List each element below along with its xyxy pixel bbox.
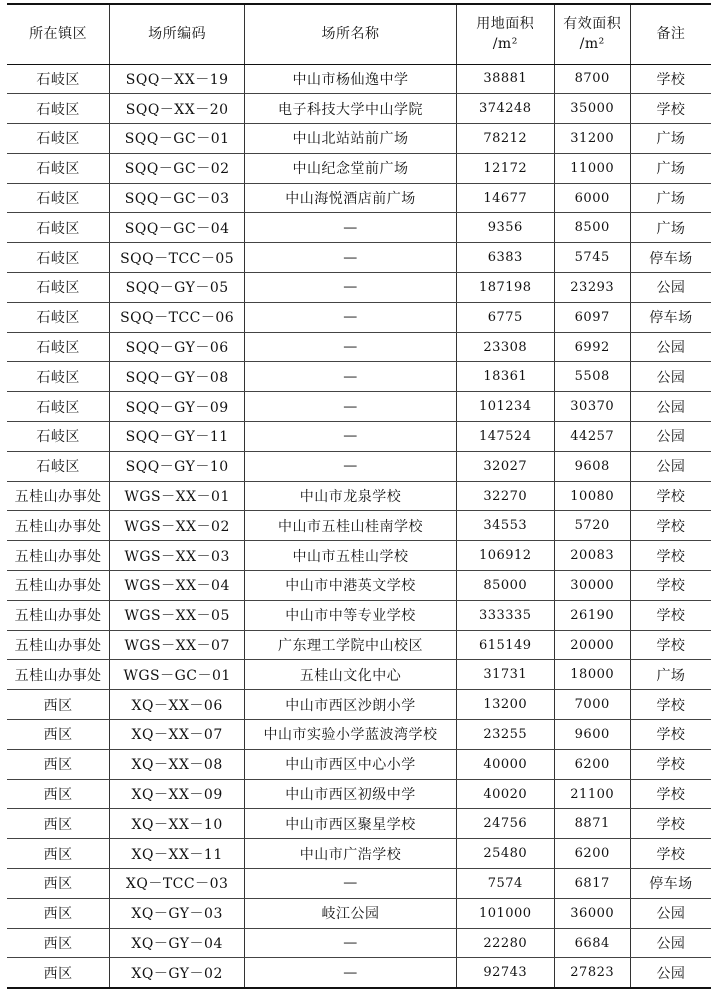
cell-effective-area: 44257 <box>554 422 630 452</box>
cell-district: 石岐区 <box>7 273 110 303</box>
cell-effective-area: 8700 <box>554 64 630 94</box>
cell-land-area: 23255 <box>457 720 555 750</box>
cell-code: SQQ－XX－20 <box>110 94 245 124</box>
cell-district: 石岐区 <box>7 94 110 124</box>
header-note: 备注 <box>630 4 711 64</box>
cell-site-name: 中山纪念堂前广场 <box>244 153 456 183</box>
cell-effective-area: 20083 <box>554 541 630 571</box>
cell-land-area: 6775 <box>457 302 555 332</box>
cell-district: 西区 <box>7 839 110 869</box>
cell-site-name: — <box>244 243 456 273</box>
cell-land-area: 40000 <box>457 749 555 779</box>
cell-site-name: 中山海悦酒店前广场 <box>244 183 456 213</box>
cell-code: WGS－XX－04 <box>110 571 245 601</box>
cell-district: 西区 <box>7 958 110 988</box>
cell-site-name: 中山市中港英文学校 <box>244 571 456 601</box>
cell-code: WGS－GC－01 <box>110 660 245 690</box>
table-row <box>7 690 711 720</box>
cell-district: 西区 <box>7 809 110 839</box>
cell-code: ⅩQ－GY－02 <box>110 958 245 988</box>
header-row <box>7 4 711 64</box>
cell-note: 广场 <box>630 660 711 690</box>
table-row <box>7 392 711 422</box>
cell-site-name: — <box>244 869 456 899</box>
table-row <box>7 869 711 899</box>
cell-note: 停车场 <box>630 243 711 273</box>
table-row <box>7 422 711 452</box>
cell-code: SQQ－GY－09 <box>110 392 245 422</box>
cell-district: 石岐区 <box>7 213 110 243</box>
cell-code: ⅩQ－GY－04 <box>110 928 245 958</box>
cell-site-name: — <box>244 422 456 452</box>
cell-site-name: 中山市西区初级中学 <box>244 779 456 809</box>
cell-site-name: 中山市广浩学校 <box>244 839 456 869</box>
cell-land-area: 101234 <box>457 392 555 422</box>
cell-site-name: — <box>244 332 456 362</box>
cell-district: 石岐区 <box>7 422 110 452</box>
header-land-area-label: 用地面积 <box>476 16 535 33</box>
cell-effective-area: 31200 <box>554 124 630 154</box>
cell-effective-area: 9608 <box>554 451 630 481</box>
cell-site-name: 电子科技大学中山学院 <box>244 94 456 124</box>
table-row <box>7 541 711 571</box>
cell-code: WGS－XX－02 <box>110 511 245 541</box>
cell-district: 石岐区 <box>7 183 110 213</box>
cell-code: SQQ－XX－19 <box>110 64 245 94</box>
cell-land-area: 147524 <box>457 422 555 452</box>
cell-site-name: — <box>244 273 456 303</box>
cell-effective-area: 20000 <box>554 630 630 660</box>
header-effective-area <box>554 4 630 64</box>
table-body <box>7 64 711 988</box>
cell-site-name: 中山市杨仙逸中学 <box>244 64 456 94</box>
cell-note: 学校 <box>630 600 711 630</box>
cell-site-name: 中山市中等专业学校 <box>244 600 456 630</box>
cell-effective-area: 6200 <box>554 839 630 869</box>
cell-code: SQQ－GC－04 <box>110 213 245 243</box>
cell-code: ⅩQ－GY－03 <box>110 898 245 928</box>
cell-effective-area: 18000 <box>554 660 630 690</box>
cell-code: SQQ－GY－08 <box>110 362 245 392</box>
cell-district: 五桂山办事处 <box>7 600 110 630</box>
cell-effective-area: 8871 <box>554 809 630 839</box>
cell-district: 西区 <box>7 690 110 720</box>
cell-district: 西区 <box>7 928 110 958</box>
header-name: 场所名称 <box>244 4 456 64</box>
cell-code: ⅩQ－XX－08 <box>110 749 245 779</box>
cell-district: 五桂山办事处 <box>7 541 110 571</box>
cell-site-name: 中山市五桂山学校 <box>244 541 456 571</box>
cell-code: ⅩQ－XX－06 <box>110 690 245 720</box>
table-row <box>7 571 711 601</box>
cell-effective-area: 6684 <box>554 928 630 958</box>
cell-land-area: 78212 <box>457 124 555 154</box>
cell-site-name: 中山市实验小学蓝波湾学校 <box>244 720 456 750</box>
cell-effective-area: 6992 <box>554 332 630 362</box>
cell-code: SQQ－TCC－06 <box>110 302 245 332</box>
table-row <box>7 809 711 839</box>
cell-land-area: 32027 <box>457 451 555 481</box>
cell-land-area: 23308 <box>457 332 555 362</box>
cell-site-name: 广东理工学院中山校区 <box>244 630 456 660</box>
table-row <box>7 94 711 124</box>
table-row <box>7 779 711 809</box>
cell-district: 石岐区 <box>7 302 110 332</box>
cell-land-area: 7574 <box>457 869 555 899</box>
cell-effective-area: 36000 <box>554 898 630 928</box>
table-row <box>7 928 711 958</box>
cell-effective-area: 5720 <box>554 511 630 541</box>
cell-effective-area: 23293 <box>554 273 630 303</box>
cell-effective-area: 6817 <box>554 869 630 899</box>
cell-district: 石岐区 <box>7 392 110 422</box>
cell-district: 石岐区 <box>7 124 110 154</box>
cell-land-area: 374248 <box>457 94 555 124</box>
cell-site-name: 中山市西区沙朗小学 <box>244 690 456 720</box>
cell-note: 公园 <box>630 392 711 422</box>
cell-land-area: 615149 <box>457 630 555 660</box>
table-row <box>7 660 711 690</box>
cell-effective-area: 6000 <box>554 183 630 213</box>
cell-district: 西区 <box>7 869 110 899</box>
cell-effective-area: 26190 <box>554 600 630 630</box>
cell-effective-area: 27823 <box>554 958 630 988</box>
cell-district: 石岐区 <box>7 332 110 362</box>
cell-site-name: — <box>244 958 456 988</box>
cell-code: SQQ－GY－10 <box>110 451 245 481</box>
cell-code: SQQ－GC－03 <box>110 183 245 213</box>
header-effective-area-unit: /m² <box>579 36 605 53</box>
cell-code: ⅩQ－XX－10 <box>110 809 245 839</box>
cell-site-name: 岐江公园 <box>244 898 456 928</box>
cell-effective-area: 10080 <box>554 481 630 511</box>
cell-land-area: 34553 <box>457 511 555 541</box>
cell-note: 公园 <box>630 958 711 988</box>
cell-note: 停车场 <box>630 869 711 899</box>
cell-note: 公园 <box>630 928 711 958</box>
cell-district: 西区 <box>7 720 110 750</box>
cell-effective-area: 5745 <box>554 243 630 273</box>
cell-note: 学校 <box>630 630 711 660</box>
cell-effective-area: 11000 <box>554 153 630 183</box>
cell-land-area: 38881 <box>457 64 555 94</box>
cell-code: SQQ－GY－06 <box>110 332 245 362</box>
cell-effective-area: 9600 <box>554 720 630 750</box>
cell-land-area: 106912 <box>457 541 555 571</box>
cell-land-area: 40020 <box>457 779 555 809</box>
table-row <box>7 958 711 988</box>
cell-land-area: 22280 <box>457 928 555 958</box>
cell-district: 石岐区 <box>7 243 110 273</box>
table-row <box>7 243 711 273</box>
cell-code: SQQ－GY－11 <box>110 422 245 452</box>
cell-code: ⅩQ－XX－09 <box>110 779 245 809</box>
cell-code: WGS－XX－05 <box>110 600 245 630</box>
cell-site-name: 中山市西区中心小学 <box>244 749 456 779</box>
cell-land-area: 24756 <box>457 809 555 839</box>
cell-site-name: 中山北站站前广场 <box>244 124 456 154</box>
cell-note: 学校 <box>630 481 711 511</box>
cell-effective-area: 35000 <box>554 94 630 124</box>
cell-note: 学校 <box>630 839 711 869</box>
cell-note: 学校 <box>630 749 711 779</box>
cell-note: 学校 <box>630 809 711 839</box>
cell-note: 广场 <box>630 124 711 154</box>
cell-note: 广场 <box>630 183 711 213</box>
cell-code: SQQ－TCC－05 <box>110 243 245 273</box>
cell-code: ⅩQ－XX－11 <box>110 839 245 869</box>
cell-land-area: 92743 <box>457 958 555 988</box>
cell-land-area: 101000 <box>457 898 555 928</box>
cell-effective-area: 30000 <box>554 571 630 601</box>
table-row <box>7 273 711 303</box>
cell-site-name: 中山市西区聚星学校 <box>244 809 456 839</box>
cell-note: 公园 <box>630 898 711 928</box>
table-row <box>7 332 711 362</box>
cell-land-area: 14677 <box>457 183 555 213</box>
table-row <box>7 362 711 392</box>
cell-note: 公园 <box>630 451 711 481</box>
table-row <box>7 720 711 750</box>
cell-land-area: 9356 <box>457 213 555 243</box>
cell-note: 学校 <box>630 511 711 541</box>
cell-district: 石岐区 <box>7 153 110 183</box>
cell-district: 石岐区 <box>7 451 110 481</box>
cell-district: 五桂山办事处 <box>7 660 110 690</box>
cell-district: 五桂山办事处 <box>7 481 110 511</box>
table-row <box>7 213 711 243</box>
cell-site-name: 中山市五桂山桂南学校 <box>244 511 456 541</box>
cell-code: WGS－XX－07 <box>110 630 245 660</box>
cell-land-area: 25480 <box>457 839 555 869</box>
cell-district: 五桂山办事处 <box>7 511 110 541</box>
cell-site-name: — <box>244 302 456 332</box>
cell-effective-area: 30370 <box>554 392 630 422</box>
header-effective-area-label: 有效面积 <box>563 16 622 33</box>
cell-code: ⅩQ－TCC－03 <box>110 869 245 899</box>
header-district: 所在镇区 <box>7 4 110 64</box>
cell-code: SQQ－GY－05 <box>110 273 245 303</box>
cell-note: 学校 <box>630 94 711 124</box>
cell-effective-area: 8500 <box>554 213 630 243</box>
cell-site-name: 五桂山文化中心 <box>244 660 456 690</box>
cell-site-name: — <box>244 213 456 243</box>
cell-district: 西区 <box>7 749 110 779</box>
table-row <box>7 302 711 332</box>
cell-site-name: — <box>244 392 456 422</box>
table-row <box>7 451 711 481</box>
cell-note: 学校 <box>630 571 711 601</box>
cell-district: 西区 <box>7 779 110 809</box>
table-row <box>7 481 711 511</box>
cell-site-name: — <box>244 362 456 392</box>
cell-district: 石岐区 <box>7 362 110 392</box>
cell-note: 学校 <box>630 779 711 809</box>
cell-note: 学校 <box>630 64 711 94</box>
cell-land-area: 32270 <box>457 481 555 511</box>
table-row <box>7 749 711 779</box>
cell-land-area: 333335 <box>457 600 555 630</box>
header-code: 场所编码 <box>110 4 245 64</box>
cell-note: 学校 <box>630 690 711 720</box>
cell-land-area: 6383 <box>457 243 555 273</box>
cell-effective-area: 21100 <box>554 779 630 809</box>
cell-code: SQQ－GC－01 <box>110 124 245 154</box>
cell-land-area: 187198 <box>457 273 555 303</box>
cell-land-area: 18361 <box>457 362 555 392</box>
cell-land-area: 12172 <box>457 153 555 183</box>
cell-note: 公园 <box>630 362 711 392</box>
cell-note: 公园 <box>630 422 711 452</box>
table-row <box>7 64 711 94</box>
cell-land-area: 31731 <box>457 660 555 690</box>
table-row <box>7 511 711 541</box>
cell-note: 公园 <box>630 273 711 303</box>
table-row <box>7 153 711 183</box>
table-row <box>7 183 711 213</box>
cell-effective-area: 5508 <box>554 362 630 392</box>
cell-code: SQQ－GC－02 <box>110 153 245 183</box>
cell-code: WGS－XX－03 <box>110 541 245 571</box>
cell-code: WGS－XX－01 <box>110 481 245 511</box>
cell-note: 广场 <box>630 153 711 183</box>
table-row <box>7 600 711 630</box>
cell-district: 西区 <box>7 898 110 928</box>
cell-note: 学校 <box>630 541 711 571</box>
cell-effective-area: 6200 <box>554 749 630 779</box>
cell-land-area: 85000 <box>457 571 555 601</box>
cell-district: 五桂山办事处 <box>7 630 110 660</box>
table-row <box>7 839 711 869</box>
table-header <box>7 4 711 64</box>
table-row <box>7 124 711 154</box>
cell-site-name: — <box>244 451 456 481</box>
cell-land-area: 13200 <box>457 690 555 720</box>
cell-note: 公园 <box>630 332 711 362</box>
cell-effective-area: 7000 <box>554 690 630 720</box>
cell-district: 五桂山办事处 <box>7 571 110 601</box>
header-land-area-unit: /m² <box>492 36 518 53</box>
cell-site-name: 中山市龙泉学校 <box>244 481 456 511</box>
cell-code: ⅩQ－XX－07 <box>110 720 245 750</box>
table-row <box>7 898 711 928</box>
cell-note: 广场 <box>630 213 711 243</box>
table-row <box>7 630 711 660</box>
header-land-area <box>457 4 555 64</box>
sites-table <box>7 3 711 989</box>
cell-note: 学校 <box>630 720 711 750</box>
cell-site-name: — <box>244 928 456 958</box>
cell-note: 停车场 <box>630 302 711 332</box>
cell-district: 石岐区 <box>7 64 110 94</box>
cell-effective-area: 6097 <box>554 302 630 332</box>
